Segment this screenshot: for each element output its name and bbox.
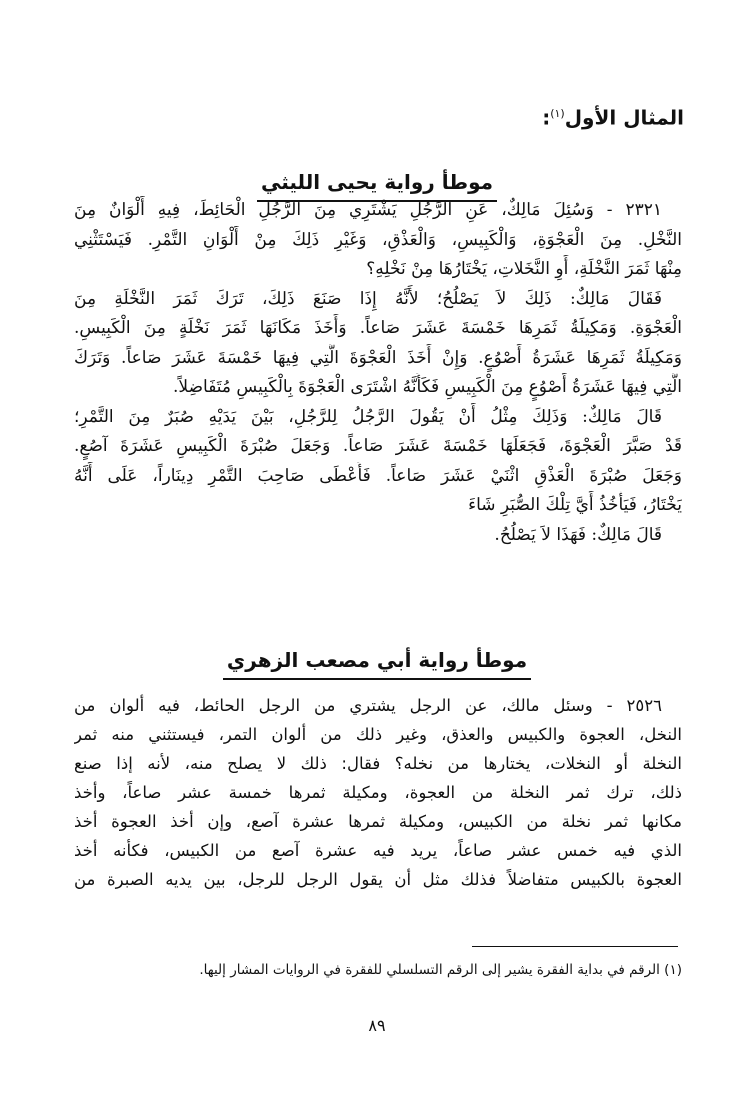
passage-1-line: الْعَجْوَةِ. وَمَكِيلَةُ ثَمَرِهَا خَمْسَةَ عَشَرَ صَاعاً. وَأَخَذَ مَكَانَهَا ثَمَرَ نَخْلَةٍ مِنَ الْكَبِيسِ. [74, 318, 682, 338]
footnote-divider [472, 946, 678, 947]
passage-2-line: الذي فيه خمس عشر صاعاً، يريد فيه عشرة آصع من الكبيس، فكأنه أخذ [74, 841, 682, 860]
passage-1-line: يَخْتَارُ، فَيَأْخُذُ أَيَّ تِلْكَ الصُّبَرِ شَاءَ [468, 495, 682, 515]
passage-1-line: ٢٣٢١ - وَسُئِلَ مَالِكٌ، عَنِ الرَّجُلِ يَشْتَرِي مِنَ الرَّجُلِ الْحَائِطَ، فِيهِ أَلْوَانٌ مِنَ [74, 200, 662, 220]
passage-2-line: النخلة أو النخلات، يختارها من نخله؟ فقال: ذلك لا يصلح منه، لأنه إذا صنع [74, 754, 682, 773]
passage-2-line: العجوة بالكبيس متفاضلاً فذلك مثل أن يقول الرجل للرجل، بين يديه الصبرة من [74, 870, 682, 889]
passage-1-line: وَمَكِيلَةُ ثَمَرِهَا عَشَرَةُ أَصْوُعٍ. وَإِنْ أَخَذَ الْعَجْوَةَ الَّتِي فِيهَا خَمْسَةَ عَشَرَ صَاعاً. وَتَرَكَ [74, 347, 682, 368]
passage-1-line: قَالَ مَالِكٌ: فَهَذَا لاَ يَصْلُحُ. [494, 524, 662, 545]
passage-2-line: النخل، العجوة والكبيس والعذق، وغير ذلك من ألوان التمر، فيستثني منه ثمر [74, 725, 682, 744]
passage-1-line: الَّتِي فِيهَا عَشَرَةُ أَصْوُعٍ مِنَ الْكَبِيسِ فَكَأَنَّهُ اشْتَرَى الْعَجْوَةَ بِالْكَبِيسِ مُتَفَاضِلاً. [173, 377, 682, 397]
example-title-colon: : [542, 105, 551, 130]
example-title-text: المثال الأول [564, 105, 684, 130]
passage-2-line: ذلك، ترك ثمر النخلة من العجوة، ومكيلة ثمرها خمسة عشر صاعاً، وأخذ [74, 783, 682, 802]
heading-yahya-laythi-text: موطأ رواية يحيى الليثي [257, 166, 497, 202]
heading-abu-musab-zuhri-text: موطأ رواية أبي مصعب الزهري [223, 644, 531, 680]
passage-2-line: مكانها ثمر نخلة من الكبيس، ومكيلة ثمرها عشرة آصع، وإن أخذ العجوة أخذ [74, 812, 682, 831]
passage-yahya-laythi [74, 196, 682, 550]
example-title-footnote-ref: (١) [550, 107, 565, 120]
passage-2-line: ٢٥٢٦ - وسئل مالك، عن الرجل يشتري من الرجل الحائط، فيه ألوان من [74, 696, 662, 715]
example-title [542, 98, 684, 134]
page-number: ٨٩ [368, 1016, 386, 1035]
passage-1-line: مِنْهَا ثَمَرَ النَّخْلَةِ، أَوِ النَّخَلاتِ، يَخْتَارُهَا مِنْ نَخْلِهِ؟ [366, 259, 682, 279]
passage-1-line: فَقَالَ مَالِكٌ: ذَلِكَ لاَ يَصْلُحُ؛ لأَنَّهُ إِذَا صَنَعَ ذَلِكَ، تَرَكَ ثَمَرَ النَّخْلَةِ مِنَ [74, 288, 662, 309]
passage-1-line: وَجَعَلَ صُبْرَةَ الْعَذْقِ اثْنَيْ عَشَرَ صَاعاً. فَأَعْطَى صَاحِبَ التَّمْرِ دِينَاراً، عَلَى أَنَّهُ [74, 465, 682, 486]
passage-1-line: قَدْ صَبَّرَ الْعَجْوَةَ، فَجَعَلَهَا خَمْسَةَ عَشَرَ صَاعاً. وَجَعَلَ صُبْرَةَ الْكَبِيسِ عَشَرَةَ آصُعٍ. [74, 436, 682, 456]
footnote: (١) الرقم في بداية الفقرة يشير إلى الرقم التسلسلي للفقرة في الروايات المشار إليها. [199, 962, 682, 978]
passage-1-line: النَّخْلِ. مِنَ الْعَجْوَةِ، وَالْكَبِيسِ، وَالْعَذْقِ، وَغَيْرِ ذَلِكَ مِنْ أَلْوَانِ التَّمْرِ. فَيَسْتَثْنِي [74, 229, 682, 250]
heading-abu-musab-zuhri [0, 644, 754, 680]
passage-abu-musab-zuhri [74, 691, 682, 894]
passage-1-line: قَالَ مَالِكٌ: وَذَلِكَ مِثْلُ أَنْ يَقُولَ الرَّجُلُ لِلرَّجُلِ، بَيْنَ يَدَيْهِ صُبَرٌ مِنَ التَّمْرِ؛ [74, 406, 662, 427]
